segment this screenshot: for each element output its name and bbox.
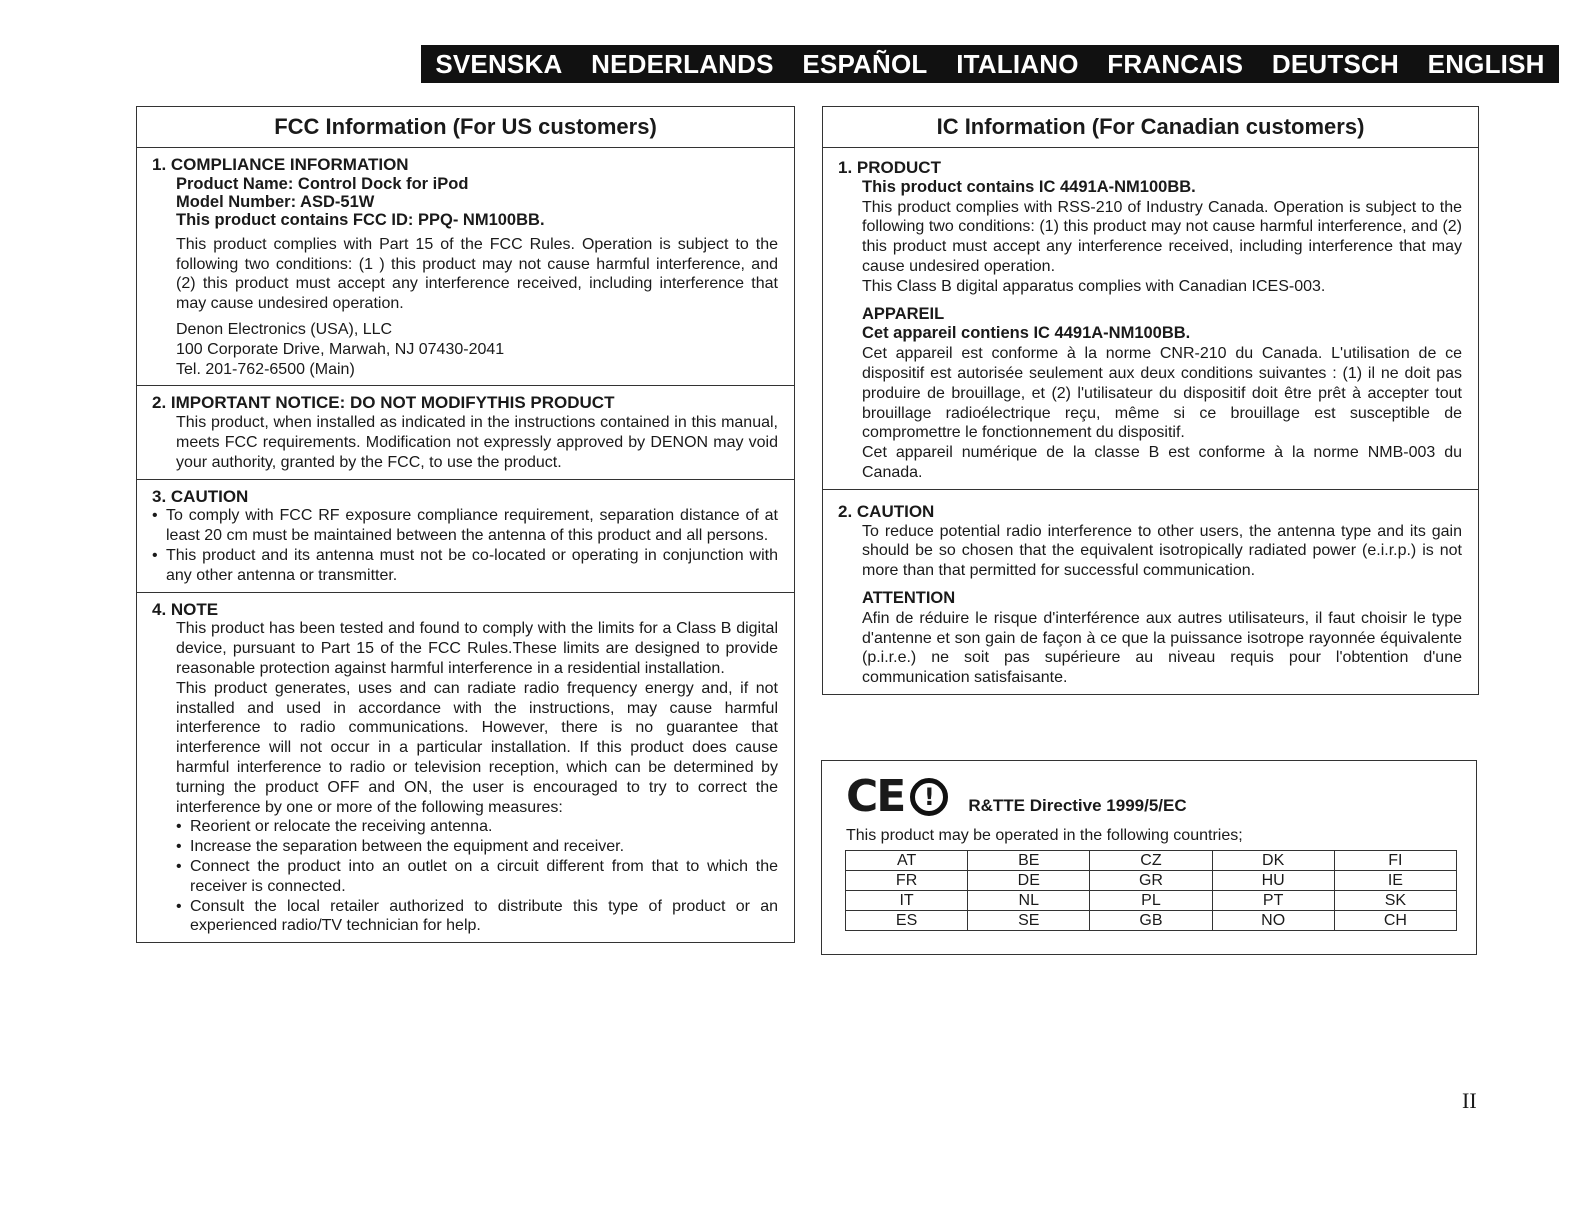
fcc-notice-section: [137, 386, 794, 479]
table-row: [846, 911, 1457, 931]
rtte-directive-label: R&TTE Directive 1999/5/EC: [968, 796, 1187, 815]
ic-appareil-nmb: Cet appareil numérique de la classe B est conforme à la norme NMB-003 du Canada.: [862, 444, 1462, 481]
ce-mark-logo: CE: [846, 771, 905, 822]
ic-product-ices: This Class B digital apparatus complies with Canadian ICES-003.: [862, 277, 1326, 295]
fcc-caution-section: [137, 480, 794, 593]
ic-appareil-heading: APPAREIL: [862, 304, 945, 323]
fcc-note-measure: • Increase the separation between the equipment and receiver.: [176, 837, 778, 857]
country-cell: IE: [1334, 871, 1456, 891]
lang-nederlands: NEDERLANDS: [591, 48, 774, 79]
language-bar: [421, 45, 1559, 83]
ic-info-box: [822, 106, 1479, 695]
table-row: [846, 891, 1457, 911]
fcc-notice-text: This product, when installed as indicated in the instructions contained in this manual, meets FCC requirements. Modification not expressly approved by DENON may void your authority, granted by the FCC, to use the product.: [176, 414, 778, 471]
ic-caution-heading: 2. CAUTION: [838, 501, 935, 521]
country-cell: BE: [968, 851, 1090, 871]
ic-appareil-text: Cet appareil est conforme à la norme CNR-210 du Canada. L'utilisation de ce dispositif est autorisée seulement aux deux conditions suivantes : (1) il ne doit pas produire de brouillage, et (2) l'utilisateur du dispositif doit être prêt à accepter tout brouillage radioélectrique reçu, même si ce brouillage est susceptible de compromettre le fonctionnement du dispositif.: [862, 345, 1462, 442]
fcc-caution-heading: 3. CAUTION: [152, 486, 249, 506]
ic-appareil-id: Cet appareil contiens IC 4491A-NM100BB.: [862, 324, 1191, 343]
ce-directive-box: [821, 760, 1477, 955]
ic-product-section: [823, 148, 1478, 490]
lang-deutsch: DEUTSCH: [1271, 48, 1399, 79]
ic-attention-text: Afin de réduire le risque d'interférence aux autres utilisateurs, il faut choisir le type d'antenne et son gain de façon à ce que la puissance isotrope rayonnée équivalente (p.i.r.e.) ne soit pas supérieure au niveau requis pour l'obtention d'une communication satisfaisante.: [862, 609, 1462, 687]
fcc-address-tel: Tel. 201-762-6500 (Main): [176, 360, 355, 378]
fcc-title: FCC Information (For US customers): [137, 107, 794, 148]
country-cell: CH: [1334, 911, 1456, 931]
fcc-note-measure: • Reorient or relocate the receiving antenna.: [176, 817, 778, 837]
fcc-note-section: [137, 593, 794, 943]
country-cell: IT: [846, 891, 968, 911]
fcc-notice-heading: 2. IMPORTANT NOTICE: DO NOT MODIFYTHIS PRODUCT: [152, 393, 615, 413]
fcc-model-number: Model Number: ASD-51W: [176, 192, 375, 211]
fcc-compliance-section: [137, 148, 794, 386]
country-cell: SK: [1334, 891, 1456, 911]
fcc-info-box: [136, 106, 795, 943]
country-cell: PT: [1212, 891, 1334, 911]
country-cell: HU: [1212, 871, 1334, 891]
lang-svenska: SVENSKA: [435, 48, 563, 79]
fcc-note-paragraph: This product generates, uses and can radiate radio frequency energy and, if not installed and used in accordance with the instructions, may cause harmful interference to radio communications. However, there is no guarantee that interference will not occur in a particular installation. If this product does cause harmful interference to radio or television reception, which can be determined by turning the product OFF and ON, the user is encouraged to try to correct the interference by one or more of the following measures:: [176, 679, 778, 816]
country-table: [845, 850, 1457, 931]
fcc-address-company: Denon Electronics (USA), LLC: [176, 320, 393, 338]
fcc-note-measure: • Consult the local retailer authorized to distribute this type of product or an experienced radio/TV technician for help.: [176, 897, 778, 937]
fcc-address: [176, 320, 778, 379]
lang-italiano: ITALIANO: [956, 48, 1079, 79]
country-cell: CZ: [1090, 851, 1212, 871]
ic-product-heading: 1. PRODUCT: [838, 158, 941, 177]
table-row: [846, 871, 1457, 891]
fcc-address-street: 100 Corporate Drive, Marwah, NJ 07430-2041: [176, 340, 505, 358]
fcc-note-measure: • Connect the product into an outlet on a circuit different from that to which the receiver is connected.: [176, 857, 778, 897]
fcc-note-heading: 4. NOTE: [152, 599, 219, 619]
country-cell: NO: [1212, 911, 1334, 931]
country-cell: FR: [846, 871, 968, 891]
ic-caution-section: [823, 490, 1478, 694]
country-cell: PL: [1090, 891, 1212, 911]
ic-product-id: This product contains IC 4491A-NM100BB.: [862, 177, 1196, 196]
country-cell: GB: [1090, 911, 1212, 931]
ic-title: IC Information (For Canadian customers): [823, 107, 1478, 148]
country-cell: FI: [1334, 851, 1456, 871]
ic-attention-heading: ATTENTION: [862, 588, 956, 607]
country-cell: DE: [968, 871, 1090, 891]
country-cell: NL: [968, 891, 1090, 911]
fcc-caution-bullet: • This product and its antenna must not be co-located or operating in conjunction with any other antenna or transmitter.: [152, 546, 778, 586]
fcc-compliance-heading: 1. COMPLIANCE INFORMATION: [152, 155, 409, 174]
country-cell: DK: [1212, 851, 1334, 871]
country-cell: AT: [846, 851, 968, 871]
alert-class2-icon: !: [910, 778, 948, 816]
ic-product-text: This product complies with RSS-210 of Industry Canada. Operation is subject to the following two conditions: (1) this product may not cause harmful interference, and (2) this product must accept any interference received, including interference that may cause undesired operation.: [862, 198, 1462, 275]
fcc-compliance-text: This product complies with Part 15 of the FCC Rules. Operation is subject to the following two conditions: (1 ) this product may not cause harmful interference, and (2) this product must accept any interference received, including interference that may cause undesired operation.: [176, 235, 778, 313]
lang-francais: FRANCAIS: [1107, 48, 1244, 79]
lang-english: ENGLISH: [1427, 48, 1545, 79]
ic-caution-text: To reduce potential radio interference to other users, the antenna type and its gain should be so chosen that the equivalent isotropically radiated power (e.i.r.p.) is not more than that permitted for successful communication.: [862, 522, 1462, 580]
table-row: [846, 851, 1457, 871]
fcc-caution-bullet: • To comply with FCC RF exposure compliance requirement, separation distance of at least 20 cm must be maintained between the antenna of this product and all persons.: [152, 506, 778, 546]
fcc-product-name: Product Name: Control Dock for iPod: [176, 174, 469, 193]
lang-espanol: ESPAÑOL: [802, 48, 928, 79]
ce-countries-intro: This product may be operated in the following countries;: [846, 827, 1243, 844]
country-cell: GR: [1090, 871, 1212, 891]
fcc-id-line: This product contains FCC ID: PPQ- NM100BB.: [176, 210, 545, 229]
page-number: II: [1462, 1088, 1477, 1113]
country-cell: SE: [968, 911, 1090, 931]
fcc-note-paragraph: This product has been tested and found to comply with the limits for a Class B digital device, pursuant to Part 15 of the FCC Rules.These limits are designed to provide reasonable protection against harmful interference in a residential installation.: [176, 620, 778, 677]
country-cell: ES: [846, 911, 968, 931]
